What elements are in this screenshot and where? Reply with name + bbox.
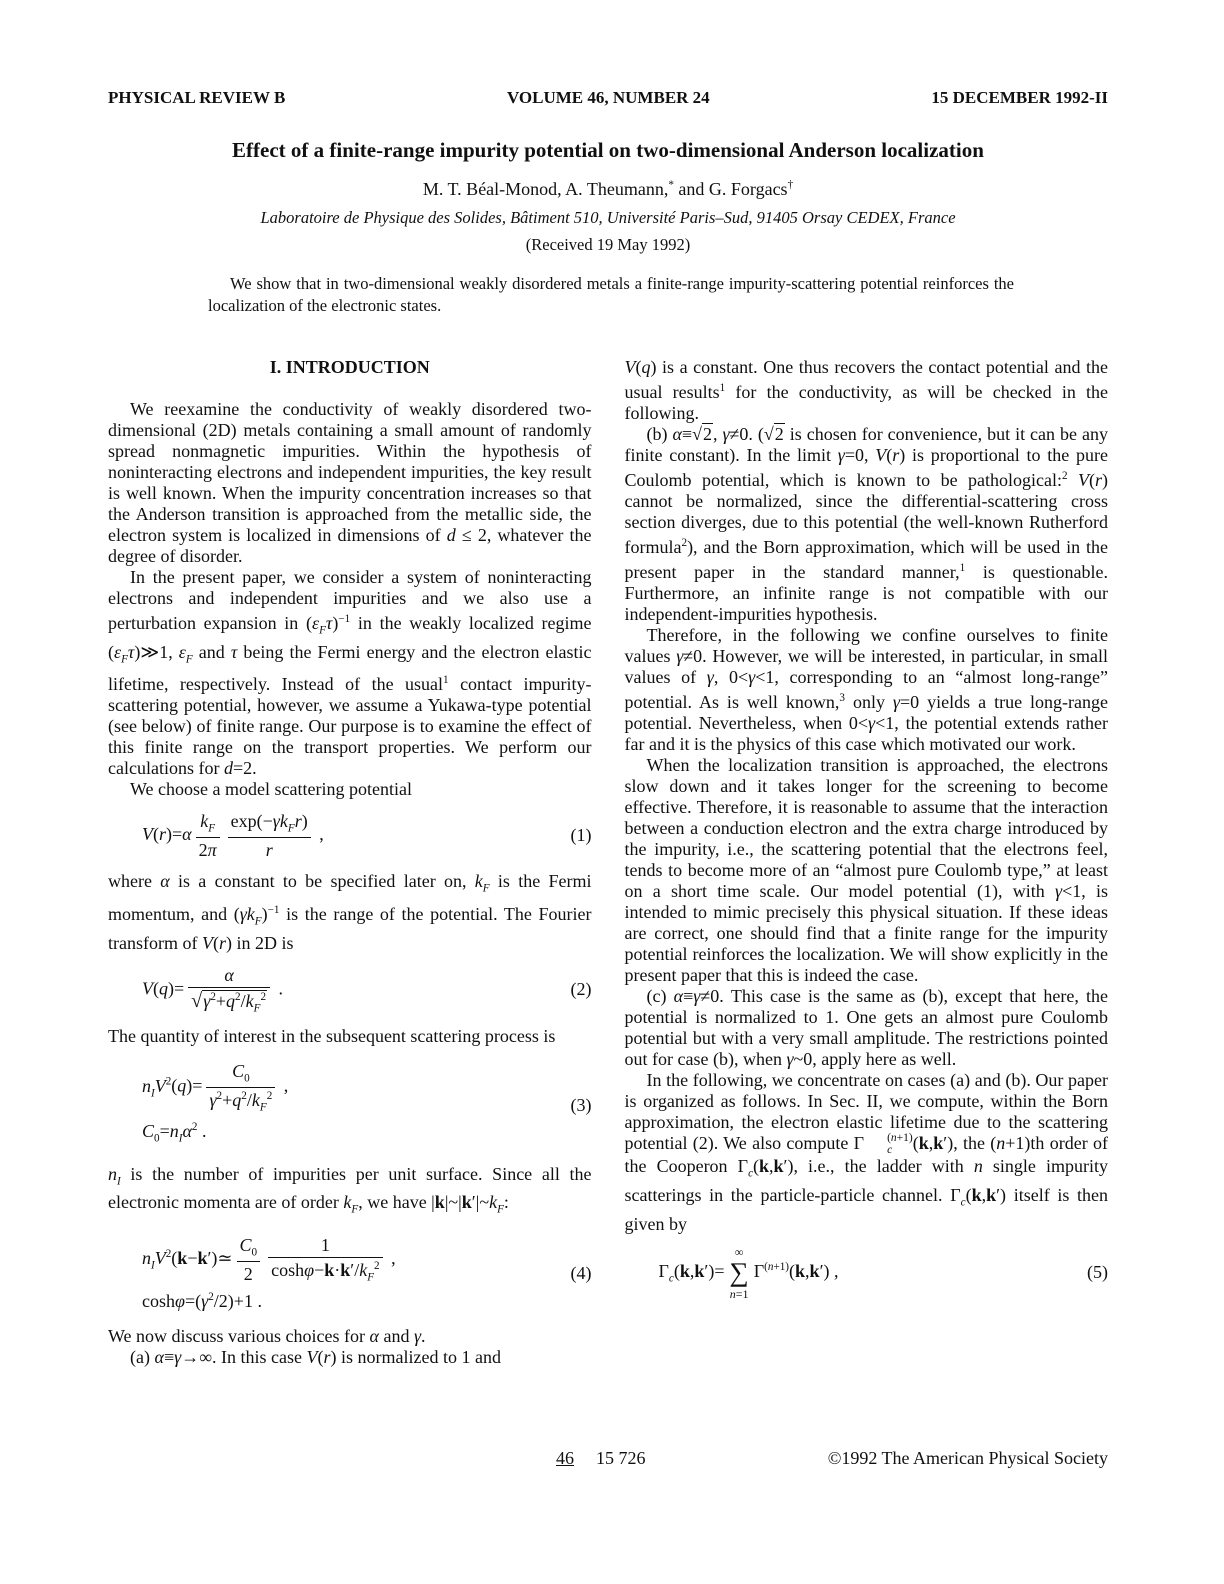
paragraph: Therefore, in the following we confine ourselves to finite values γ≠0. However, we will be interested, in particular, in small values of γ, 0<γ<1, corresponding to an “almost long-range” potential. As is well known,$^3$ only γ=0 yields a true long-range potential. Nevertheless, when 0<γ<1, the potential extends rather far and it is the physics of this case which motivated our work. [624, 625, 1109, 754]
paragraph: $n_I$ is the number of impurities per unit surface. Since all the electronic momenta are of order $k_F$, we have $|k|\sim|k'|\sim k_F$: [108, 1163, 592, 1216]
abstract: We show that in two-dimensional weakly disordered metals a finite-range impurity-scattering potential reinforces the localization of the electronic states. [208, 274, 1014, 315]
affiliation: Laboratoire de Physique des Solides, Bâtiment 510, Université Paris–Sud, 91405 Orsay CEDEX, France [260, 208, 956, 227]
page-number: 15 726 [596, 1448, 646, 1468]
equation-body: V(r)=α $\frac{k_F}{2\pi}$ $\frac{\exp(-\gamma k_Fr)}{r}$ , [142, 811, 324, 861]
paragraph: In the present paper, we consider a system of noninteracting electrons and independent impurities and we also use a perturbation expansion in $(\varepsilon_F\tau)^{-1}$ in the weakly localized regime $(\varepsilon_F\tau)≫1$, $\varepsilon_F$ and τ being the Fermi energy and the electron elastic lifetime, respectively. Instead of the usual$^1$ contact impurity-scattering potential, however, we assume a Yukawa-type potential (see below) of finite range. Our purpose is to examine the effect of this finite range on the transport properties. We perform our calculations for d=2. [108, 567, 592, 779]
paragraph: When the localization transition is approached, the electrons slow down and it takes longer for the screening to become effective. Therefore, it is reasonable to assume that the interaction between a conduction electron and the extra charge introduced by the impurity, i.e., the scattering potential that the electrons feel, tends to become more of an “almost pure Coulomb type,” at least on a short time scale. Our model potential (1), with γ<1, is intended to mimic precisely this physical situation. If these ideas are correct, one should find that a finite range for the impurity potential reinforces the localization. We will show explicitly in the present paper that this is indeed the case. [624, 755, 1108, 985]
equation-body: V(q)= $\frac{\alpha}{√\gamma^2+q^2/k_F^2}$ . [142, 964, 284, 1015]
paragraph: (c) α≡γ≠0. This case is the same as (b), except that here, the potential is normalized to 1. One gets an almost pure Coulomb potential but with a very small amplitude. The restrictions pointed out for case (b), when γ~0, apply here as well. [624, 986, 1108, 1069]
paragraph: V(q) is a constant. One thus recovers the contact potential and the usual results$^1$ for the conductivity, as will be checked in the following. [624, 357, 1108, 423]
equation-4 [108, 1232, 592, 1315]
paragraph: where α is a constant to be specified later on, $k_F$ is the Fermi momentum, and $(\gamma k_F)^{-1}$ is the range of the potential. The Fourier transform of V(r) in 2D is [108, 871, 592, 953]
paragraph: In the following, we concentrate on cases (a) and (b). Our paper is organized as follows. In Sec. II, we compute, within the Born approximation, the electron elastic lifetime due to the scattering potential (2). We also compute Γ (n+1) c (k,k′), the (n+1)th order of the Cooperon $\Gamma_c(k,k')$, i.e., the ladder with n single impurity scatterings in the particle-particle channel. $\Gamma_c(k,k')$ itself is then given by [624, 1070, 1109, 1234]
volume-number: 46 [556, 1448, 574, 1468]
paragraph: (a) α≡γ→∞. In this case V(r) is normalized to 1 and [130, 1347, 501, 1368]
paper-title: Effect of a finite-range impurity potential on two-dimensional Anderson localization [232, 138, 984, 162]
equation-number: (1) [570, 825, 592, 846]
equation-number: (3) [570, 1094, 592, 1115]
equation-body: $n_IV^2(q)=$ $\frac{C_0}{\gamma^2+q^2/k_F^2}$ , $C_0=n_I\alpha^2$ . [142, 1060, 289, 1145]
page-header [108, 88, 1108, 108]
right-column [625, 357, 1109, 1368]
issue-date: 15 DECEMBER 1992-II [931, 88, 1108, 107]
equation-body: $n_IV^2(k-k')≃$ $\frac{C_0}{2}$ $\frac{1}{\cosh\varphi-k\cdot k'/k_F^2}$ , $\cosh\varphi=(\gamma^2/2)+1$ . [142, 1234, 396, 1312]
equation-2 [108, 965, 592, 1015]
section-heading: I. INTRODUCTION [269, 357, 430, 377]
equation-number: (2) [570, 979, 592, 1000]
left-column [108, 357, 592, 1368]
paragraph: We choose a model scattering potential [130, 779, 412, 800]
paragraph: We now discuss various choices for α and γ. [108, 1326, 426, 1347]
equation-1 [108, 811, 592, 860]
page-footer [108, 1448, 1108, 1469]
paragraph: (b) α≡√2, γ≠0. (√2 is chosen for convenience, but it can be any finite constant). In the limit γ=0, V(r) is proportional to the pure Coulomb potential, which is known to be pathological:$^2$ V(r) cannot be normalized, since the differential-scattering cross section diverges, due to this potential (the well-known Rutherford formula$^2$), and the Born approximation, which will be used in the present paper in the standard manner,$^1$ is questionable. Furthermore, an infinite range is not compatible with our independent-impurities hypothesis. [624, 424, 1108, 624]
equation-5 [625, 1246, 1109, 1300]
volume-issue-label: VOLUME 46, NUMBER 24 [506, 88, 710, 107]
paragraph: The quantity of interest in the subsequent scattering process is [108, 1025, 556, 1046]
equation-number: (4) [570, 1262, 592, 1283]
equation-body: $\Gamma_c(k,k')=$ ∞ ∑ n=1 $\Gamma^{(n+1)}(k,k')$ , [658, 1244, 839, 1301]
two-column-body [108, 357, 1108, 1368]
author-list: M. T. Béal-Monod, A. Theumann,* and G. Forgacs† [422, 179, 794, 199]
received-date: (Received 19 May 1992) [525, 235, 691, 254]
equation-number: (5) [1087, 1262, 1108, 1283]
copyright: ©1992 The American Physical Society [827, 1448, 1108, 1468]
paragraph: We reexamine the conductivity of weakly disordered two-dimensional (2D) metals containing a small amount of randomly spread nonmagnetic impurities. Within the hypothesis of noninteracting electrons and independent impurities, the key result is well known. When the impurity concentration increases so that the Anderson transition is approached from the metallic side, the electron system is localized in dimensions of d ≤ 2, whatever the degree of disorder. [108, 399, 592, 566]
equation-3 [108, 1058, 592, 1153]
journal-name: PHYSICAL REVIEW B [108, 88, 286, 107]
